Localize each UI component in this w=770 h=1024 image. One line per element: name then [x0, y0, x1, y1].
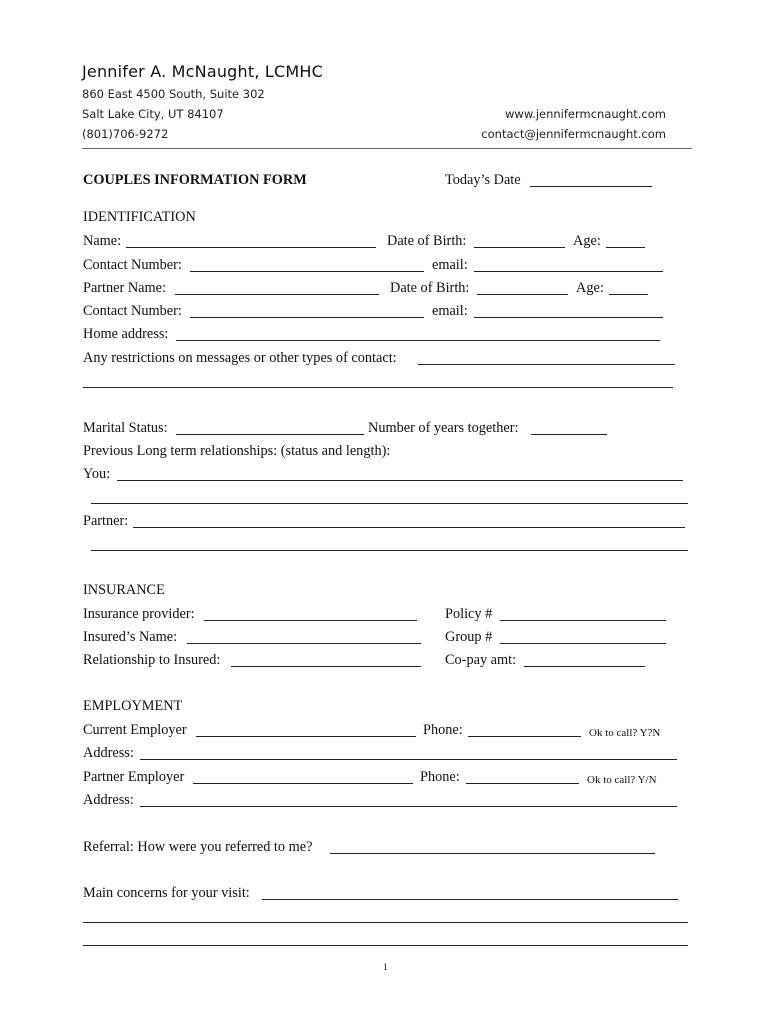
policy-label: Policy # [445, 606, 493, 622]
current-employer-field[interactable] [196, 736, 416, 737]
insurance-provider-field[interactable] [204, 620, 417, 621]
partner-name-field[interactable] [175, 294, 379, 295]
you-relationships-field-continued[interactable] [91, 503, 688, 504]
main-concerns-label: Main concerns for your visit: [83, 885, 250, 901]
main-concerns-field[interactable] [262, 899, 678, 900]
main-concerns-field-line-2[interactable] [83, 922, 688, 923]
identification-heading: IDENTIFICATION [83, 209, 196, 225]
partner-dob-field[interactable] [477, 294, 568, 295]
header-divider [82, 148, 692, 149]
email-field[interactable] [474, 271, 663, 272]
partner-employer-phone-label: Phone: [420, 769, 460, 785]
partner-employer-address-field[interactable] [140, 806, 677, 807]
policy-field[interactable] [500, 620, 666, 621]
years-together-label: Number of years together: [368, 420, 519, 436]
previous-relationships-label: Previous Long term relationships: (status and length): [83, 443, 391, 459]
partner-ok-to-call-label: Ok to call? Y/N [587, 774, 657, 786]
partner-employer-label: Partner Employer [83, 769, 185, 785]
partner-employer-address-label: Address: [83, 792, 134, 808]
restrictions-field-continued[interactable] [83, 387, 673, 388]
partner-email-field[interactable] [474, 317, 663, 318]
you-relationships-field[interactable] [117, 480, 683, 481]
email-link[interactable]: contact@jennifermcnaught.com [481, 127, 666, 141]
years-together-field[interactable] [531, 434, 607, 435]
name-field[interactable] [126, 247, 376, 248]
marital-status-label: Marital Status: [83, 420, 168, 436]
you-label: You: [83, 466, 111, 482]
todays-date-field[interactable] [530, 186, 652, 187]
insured-name-field[interactable] [187, 643, 421, 644]
referral-label: Referral: How were you referred to me? [83, 839, 313, 855]
home-address-field[interactable] [176, 340, 660, 341]
todays-date-label: Today’s Date [445, 172, 521, 188]
dob-label: Date of Birth: [387, 233, 467, 249]
partner-relationships-field[interactable] [133, 527, 685, 528]
partner-employer-field[interactable] [193, 783, 413, 784]
employer-phone-label: Phone: [423, 722, 463, 738]
copay-label: Co-pay amt: [445, 652, 517, 668]
partner-relationships-field-continued[interactable] [91, 550, 688, 551]
restrictions-label: Any restrictions on messages or other types of contact: [83, 350, 397, 366]
address-line-2: Salt Lake City, UT 84107 [82, 107, 224, 121]
partner-contact-number-field[interactable] [190, 317, 424, 318]
partner-label: Partner: [83, 513, 129, 529]
marital-status-field[interactable] [176, 434, 364, 435]
form-title: COUPLES INFORMATION FORM [83, 172, 307, 188]
partner-contact-number-label: Contact Number: [83, 303, 182, 319]
age-label: Age: [573, 233, 601, 249]
restrictions-field[interactable] [418, 364, 675, 365]
insured-name-label: Insured’s Name: [83, 629, 178, 645]
partner-name-label: Partner Name: [83, 280, 166, 296]
dob-field[interactable] [474, 247, 565, 248]
website-link[interactable]: www.jennifermcnaught.com [505, 107, 666, 121]
current-employer-label: Current Employer [83, 722, 187, 738]
ok-to-call-label: Ok to call? Y?N [589, 727, 661, 739]
main-concerns-field-line-3[interactable] [83, 945, 688, 946]
copay-field[interactable] [524, 666, 645, 667]
referral-field[interactable] [330, 853, 655, 854]
group-label: Group # [445, 629, 493, 645]
practitioner-name: Jennifer A. McNaught, LCMHC [82, 62, 324, 81]
partner-dob-label: Date of Birth: [390, 280, 470, 296]
employment-heading: EMPLOYMENT [83, 698, 183, 714]
contact-number-label: Contact Number: [83, 257, 182, 273]
partner-age-label: Age: [576, 280, 604, 296]
employer-address-label: Address: [83, 745, 134, 761]
partner-email-label: email: [432, 303, 468, 319]
partner-age-field[interactable] [609, 294, 648, 295]
phone-number: (801)706-9272 [82, 127, 169, 141]
age-field[interactable] [606, 247, 645, 248]
contact-number-field[interactable] [190, 271, 424, 272]
employer-address-field[interactable] [140, 759, 677, 760]
insurance-heading: INSURANCE [83, 582, 165, 598]
employer-phone-field[interactable] [468, 736, 581, 737]
relationship-to-insured-label: Relationship to Insured: [83, 652, 221, 668]
email-label: email: [432, 257, 468, 273]
group-field[interactable] [500, 643, 666, 644]
page-number: 1 [383, 962, 388, 972]
name-label: Name: [83, 233, 122, 249]
home-address-label: Home address: [83, 326, 169, 342]
insurance-provider-label: Insurance provider: [83, 606, 195, 622]
relationship-to-insured-field[interactable] [231, 666, 421, 667]
address-line-1: 860 East 4500 South, Suite 302 [82, 87, 265, 101]
partner-employer-phone-field[interactable] [466, 783, 579, 784]
